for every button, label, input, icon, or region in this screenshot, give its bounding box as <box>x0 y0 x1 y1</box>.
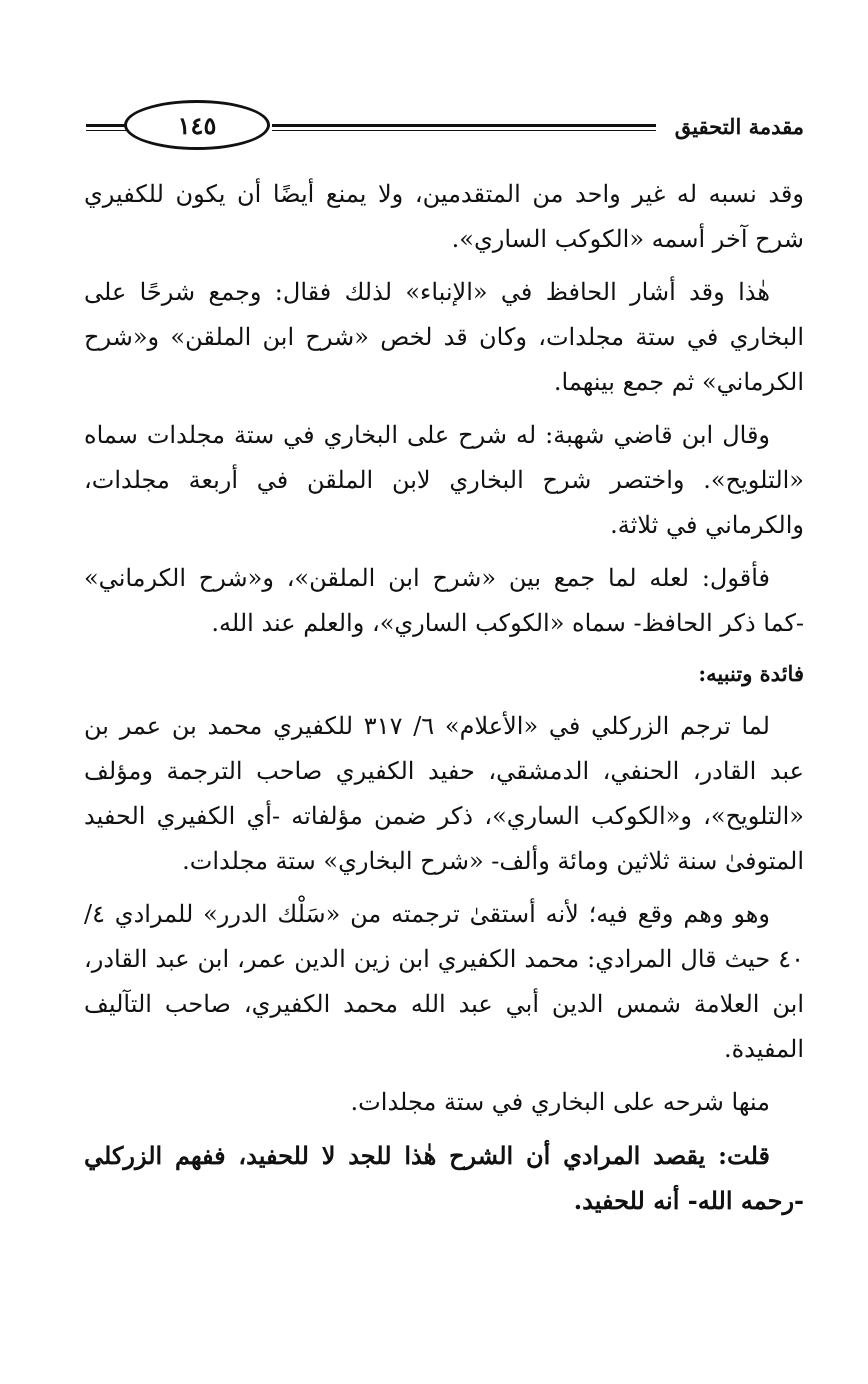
paragraph: لما ترجم الزركلي في «الأعلام» ٦/ ٣١٧ للكفيري محمد بن عمر بن عبد القادر، الحنفي، الدمشقي، حفيد الكفيري صاحب الترجمة ومؤلف «التلويح»، و«الكوكب الساري»، ذكر ضمن مؤلفاته -أي الكفيري الحفيد المتوفىٰ سنة ثلاثين ومائة وألف- «شرح البخاري» ستة مجلدات. <box>84 712 804 875</box>
section-subheading: فائدة وتنبيه: <box>698 661 804 686</box>
paragraph: قلت: يقصد المرادي أن الشرح هٰذا للجد لا للحفيد، ففهم الزركلي -رحمه الله- أنه للحفيد. <box>84 1141 804 1215</box>
header-rule <box>272 124 656 131</box>
paragraph: فأقول: لعله لما جمع بين «شرح ابن الملقن»، و«شرح الكرماني» -كما ذكر الحافظ- سماه «الكوكب الساري»، والعلم عند الله. <box>84 564 804 637</box>
page-number: ١٤٥ <box>177 110 217 140</box>
paragraph: وقد نسبه له غير واحد من المتقدمين، ولا يمنع أيضًا أن يكون للكفيري شرح آخر أسمه «الكوكب الساري». <box>84 180 804 253</box>
body-text <box>84 172 804 1231</box>
paragraph: منها شرحه على البخاري في ستة مجلدات. <box>350 1088 770 1116</box>
paragraph: هٰذا وقد أشار الحافظ في «الإنباء» لذلك فقال: وجمع شرحًا على البخاري في ستة مجلدات، وكان قد لخص «شرح ابن الملقن» و«شرح الكرماني» ثم جمع بينهما. <box>84 278 804 396</box>
page-number-badge <box>124 100 270 150</box>
chapter-title: مقدمة التحقيق <box>674 114 804 139</box>
paragraph: وهو وهم وقع فيه؛ لأنه أستقىٰ ترجمته من «سَلْك الدرر» للمرادي ٤/ ٤٠ حيث قال المرادي: محمد الكفيري ابن زين الدين عمر، ابن عبد القادر، ابن العلامة شمس الدين أبي عبد الله محمد الكفيري، صاحب التآليف المفيدة. <box>84 900 804 1063</box>
header-rule <box>86 124 126 131</box>
paragraph: وقال ابن قاضي شهبة: له شرح على البخاري في ستة مجلدات سماه «التلويح». واختصر شرح البخاري لابن الملقن في أربعة مجلدات، والكرماني في ثلاثة. <box>84 421 804 539</box>
running-header <box>84 98 804 160</box>
